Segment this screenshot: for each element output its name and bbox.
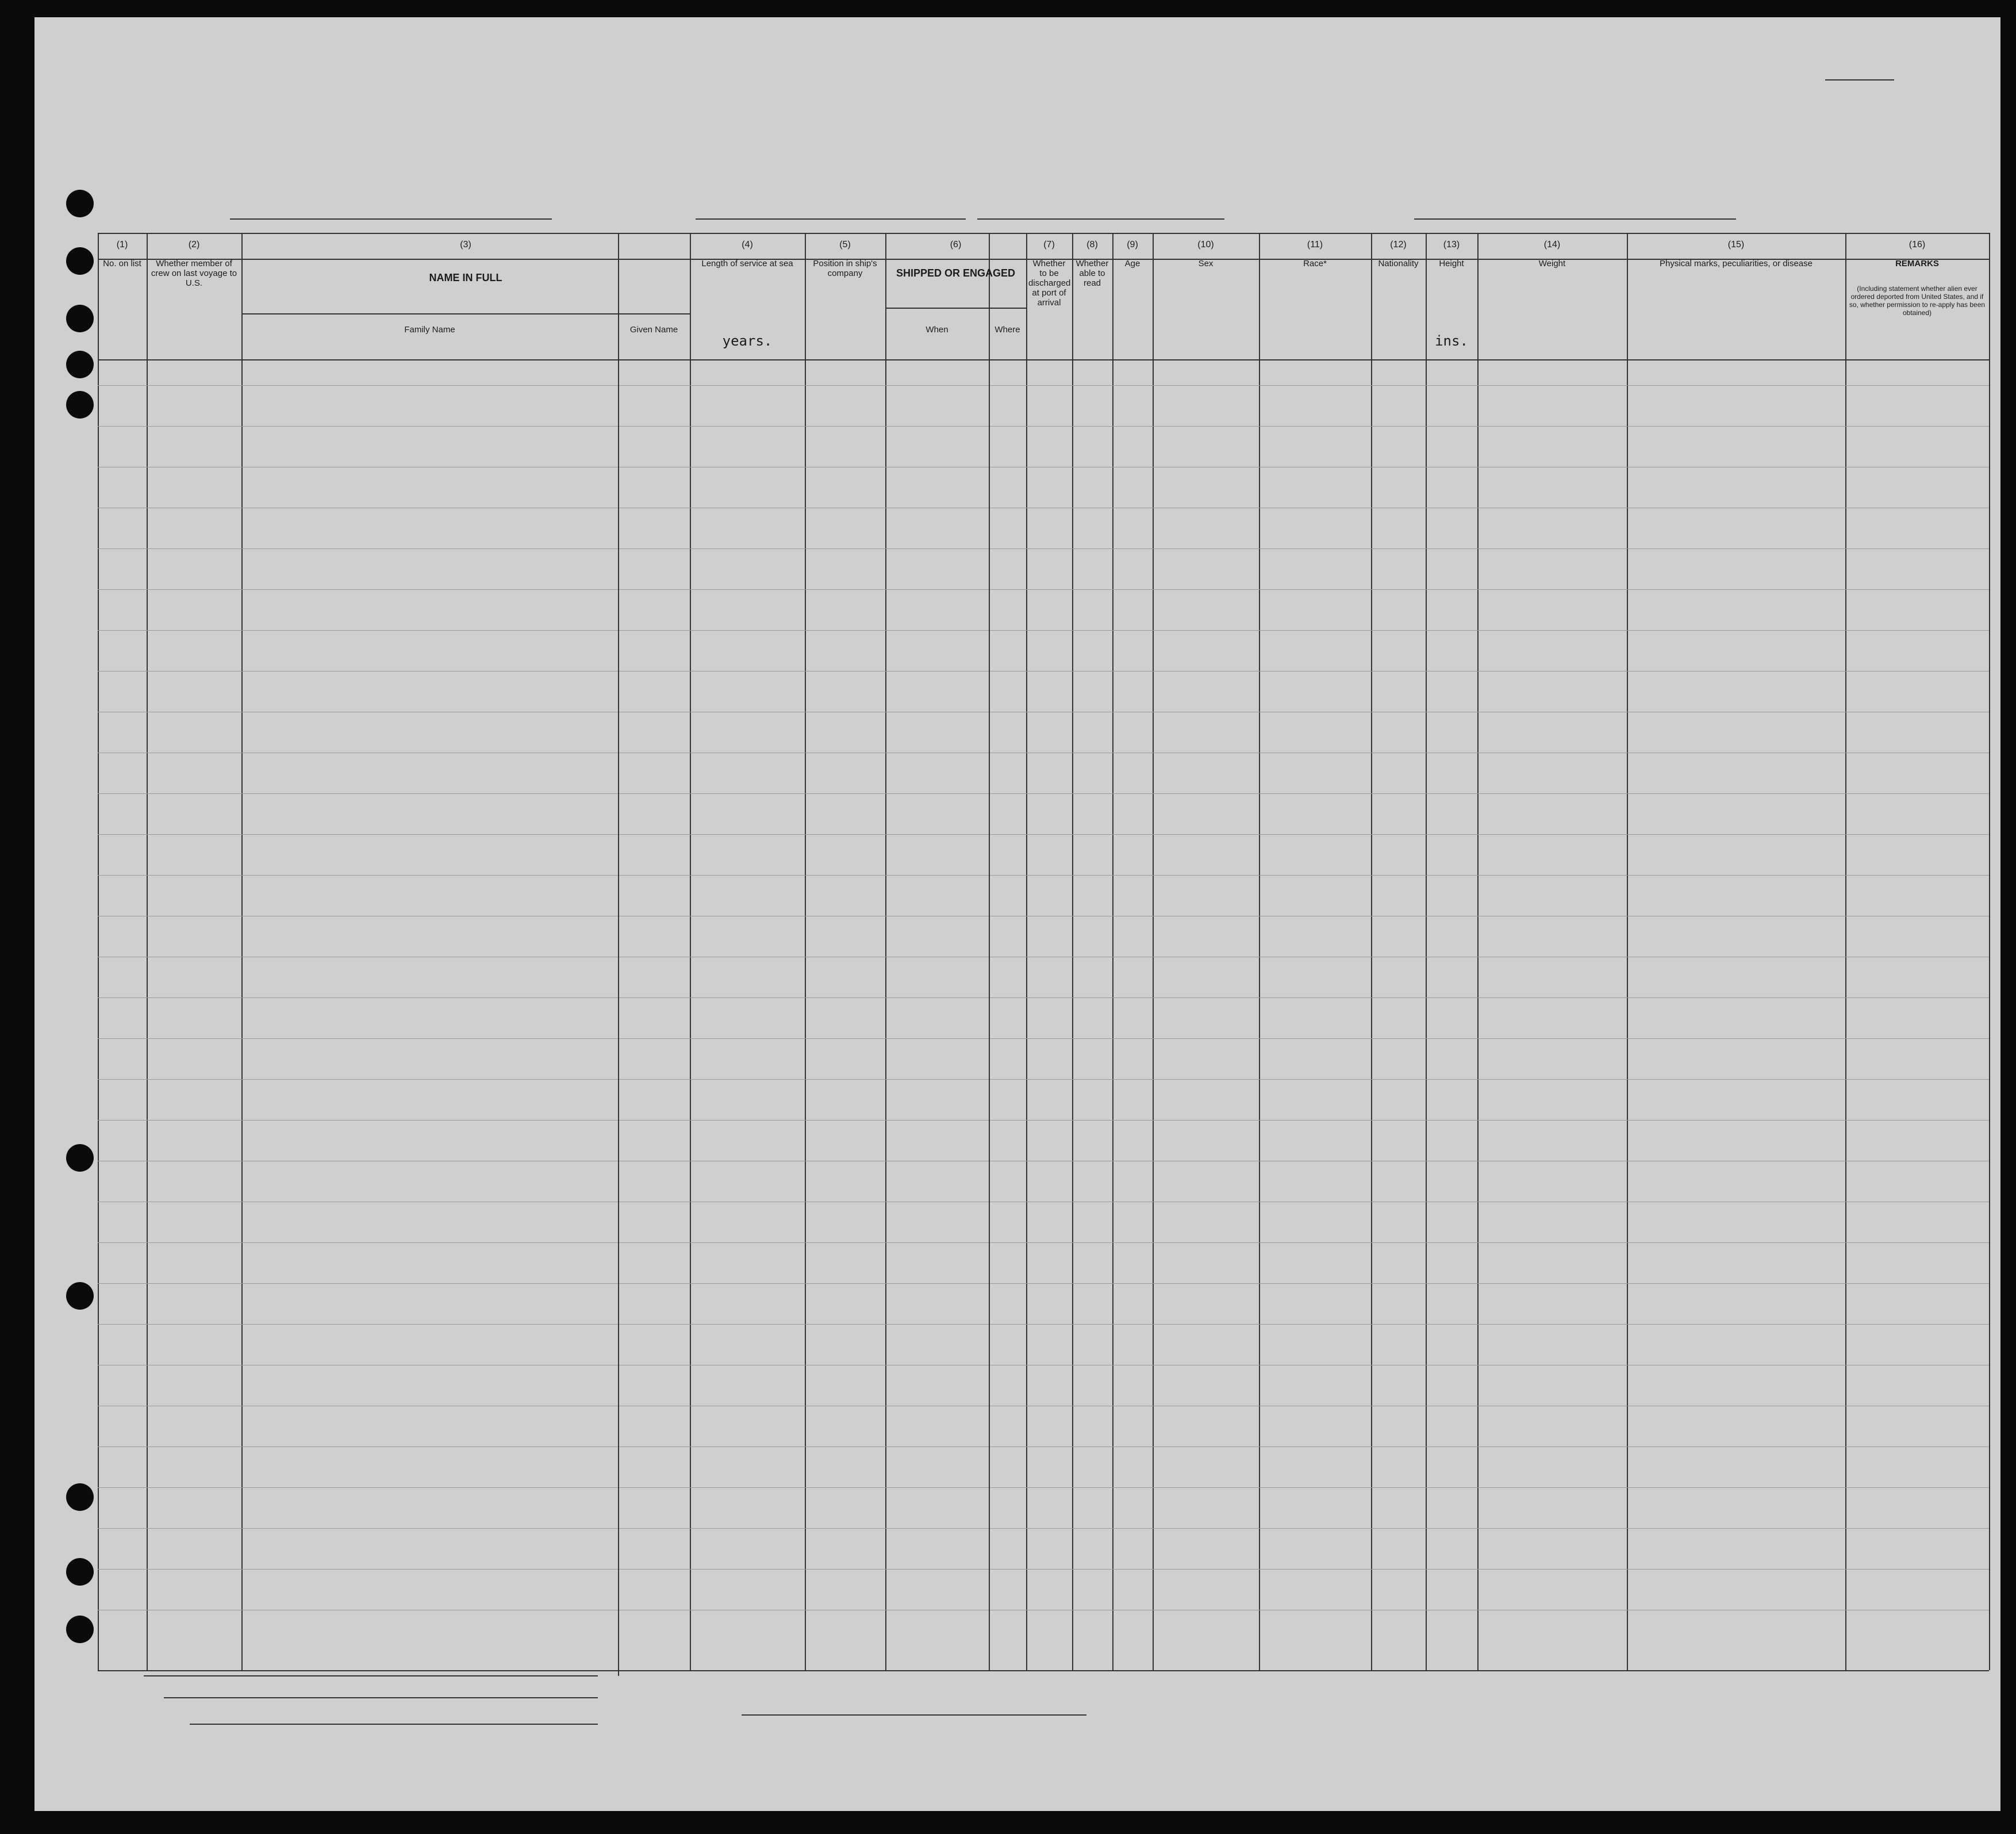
row-rule [98, 630, 1989, 631]
agents-underline [190, 1724, 598, 1725]
row-rule [98, 1569, 1989, 1570]
punch-hole [66, 1483, 94, 1511]
row-rule [98, 1528, 1989, 1529]
column-number: (10) [1197, 240, 1214, 250]
column-divider [1845, 233, 1846, 1670]
column-number: (3) [460, 240, 471, 250]
header-divider [98, 233, 1989, 234]
column-divider [1371, 233, 1372, 1670]
line-underline [144, 1675, 598, 1676]
column-number: (4) [742, 240, 753, 250]
column-divider [1112, 233, 1113, 1670]
column-label: Physical marks, peculiarities, or disease [1660, 259, 1813, 268]
column-label: Sex [1198, 259, 1214, 268]
column-label: NAME IN FULL [429, 272, 502, 283]
row-rule [98, 1120, 1989, 1121]
column-label: Position in ship's company [813, 259, 877, 278]
row-rule [98, 875, 1989, 876]
column-number: (6) [950, 240, 962, 250]
punch-hole [66, 190, 94, 217]
column-number: (5) [839, 240, 851, 250]
row-rule [98, 834, 1989, 835]
column-number: (14) [1543, 240, 1561, 250]
table-bottom-border [98, 1670, 1989, 1671]
vessel-name-underline [230, 218, 552, 220]
column-divider [1259, 233, 1260, 1670]
subheader-divider [241, 313, 690, 314]
column-number: (7) [1043, 240, 1055, 250]
manifest-sheet [34, 17, 2000, 1811]
column-label: Nationality [1378, 259, 1419, 268]
owners-underline [164, 1697, 598, 1698]
column-number: (13) [1443, 240, 1460, 250]
header-divider [98, 359, 1989, 360]
column-divider [1627, 233, 1628, 1670]
punch-hole [66, 391, 94, 419]
column-label: No. on list [103, 259, 141, 268]
row-rule [98, 589, 1989, 590]
subcolumn-divider [989, 308, 990, 1670]
punch-hole [66, 1616, 94, 1643]
column-sublabel: When [926, 325, 949, 335]
column-unit: years. [722, 333, 773, 349]
column-divider [1477, 233, 1479, 1670]
column-divider [805, 233, 806, 1670]
column-number: (2) [188, 240, 200, 250]
column-sublabel: Family Name [404, 325, 455, 335]
column-divider [147, 233, 148, 1670]
arrival-date-underline [977, 218, 1224, 220]
column-label: Whether to be discharged at port of arrival [1028, 259, 1071, 308]
punch-hole [66, 351, 94, 378]
subheader-divider [885, 308, 1026, 309]
column-unit: ins. [1435, 333, 1468, 349]
crew-table [98, 233, 1989, 1716]
column-sublabel: Where [994, 325, 1020, 335]
column-number: (16) [1909, 240, 1926, 250]
column-label: Race* [1303, 259, 1327, 268]
column-sublabel: Given Name [629, 325, 678, 335]
row-rule [98, 1079, 1989, 1080]
row-rule [98, 1487, 1989, 1488]
departure-port-underline [1414, 218, 1736, 220]
column-divider [241, 233, 243, 1670]
column-divider [1426, 233, 1427, 1670]
column-divider [98, 233, 99, 1670]
punch-hole [66, 1144, 94, 1172]
column-label: SHIPPED OR ENGAGED [896, 267, 1016, 279]
sheet-number-underline [1825, 79, 1894, 80]
row-rule [98, 1242, 1989, 1243]
column-number: (11) [1307, 240, 1323, 250]
punch-hole [66, 305, 94, 332]
row-rule [98, 1038, 1989, 1039]
column-number: (8) [1086, 240, 1098, 250]
punch-hole [66, 247, 94, 275]
column-divider [1026, 233, 1027, 1670]
column-number: (9) [1127, 240, 1138, 250]
column-label: Age [1124, 259, 1141, 268]
punch-hole [66, 1282, 94, 1310]
row-rule [98, 385, 1989, 386]
column-note: (Including statement whether alien ever ordered deported from United States, and if so, whether permission to re-apply has been obtained) [1849, 285, 1986, 317]
row-rule [98, 671, 1989, 672]
subcolumn-divider [618, 313, 619, 1676]
column-label: Length of service at sea [701, 259, 793, 268]
column-divider [1072, 233, 1073, 1670]
column-divider [1153, 233, 1154, 1670]
column-label: Whether member of crew on last voyage to U.S. [151, 259, 237, 288]
column-label: Weight [1538, 259, 1566, 268]
column-label: REMARKS [1895, 259, 1939, 268]
column-label: Whether able to read [1076, 259, 1109, 288]
punch-hole [66, 1558, 94, 1586]
row-rule [98, 793, 1989, 794]
row-rule [98, 1324, 1989, 1325]
row-rule [98, 426, 1989, 427]
column-label: Height [1439, 259, 1464, 268]
column-divider [885, 233, 886, 1670]
column-number: (12) [1390, 240, 1407, 250]
row-rule [98, 1283, 1989, 1284]
row-rule [98, 548, 1989, 549]
column-number: (1) [116, 240, 128, 250]
row-rule [98, 997, 1989, 998]
column-divider [690, 233, 691, 1670]
column-divider [1989, 233, 1990, 1670]
arrival-port-underline [696, 218, 966, 220]
column-number: (15) [1727, 240, 1745, 250]
signature-underline [742, 1714, 1086, 1716]
